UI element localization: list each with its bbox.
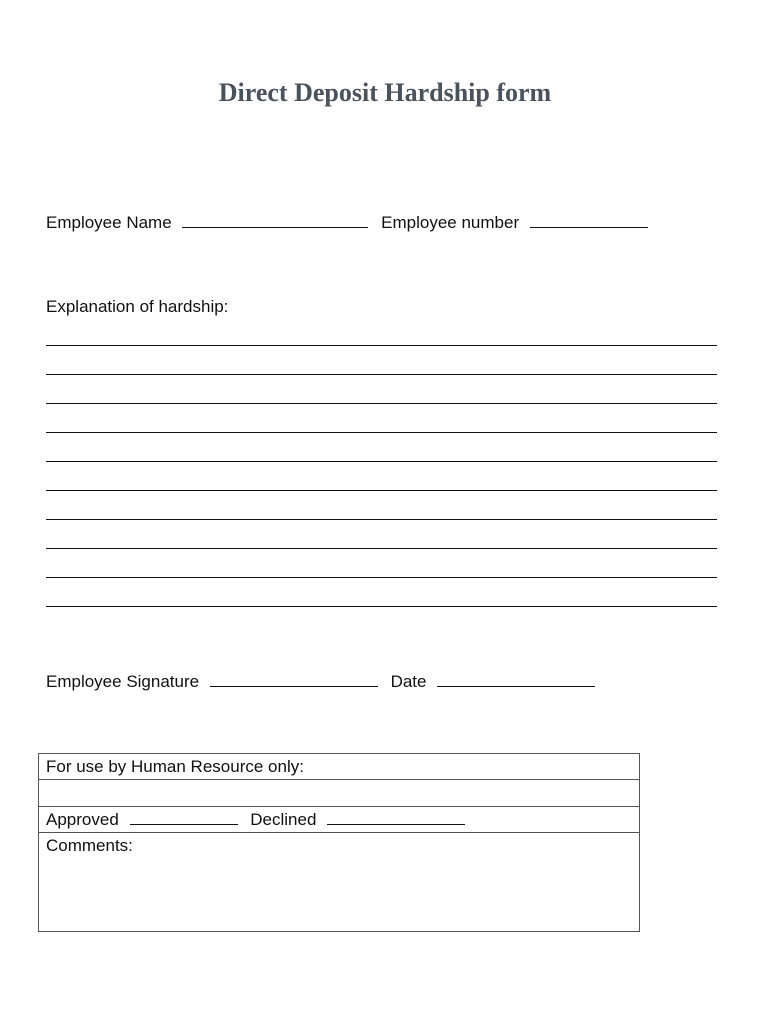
hr-section	[38, 753, 640, 932]
explanation-line[interactable]	[46, 606, 717, 607]
explanation-line[interactable]	[46, 490, 717, 491]
explanation-line[interactable]	[46, 548, 717, 549]
explanation-line[interactable]	[46, 403, 717, 404]
date-field[interactable]	[437, 672, 595, 687]
comments-area[interactable]	[39, 859, 639, 931]
signature-row	[46, 672, 603, 692]
signature-field[interactable]	[210, 672, 378, 687]
comments-label: Comments:	[46, 836, 133, 855]
explanation-line[interactable]	[46, 374, 717, 375]
employee-number-label: Employee number	[381, 213, 520, 232]
employee-name-field[interactable]	[182, 213, 368, 228]
explanation-line[interactable]	[46, 461, 717, 462]
hr-decision	[46, 810, 473, 830]
page-title: Direct Deposit Hardship form	[218, 78, 552, 107]
hr-decision-row	[39, 807, 639, 833]
declined-field[interactable]	[327, 810, 465, 825]
explanation-line[interactable]	[46, 519, 717, 520]
hr-header-row	[39, 754, 639, 780]
employee-info-row	[46, 213, 656, 233]
employee-number-field[interactable]	[530, 213, 648, 228]
signature-label: Employee Signature	[46, 672, 200, 691]
explanation-line[interactable]	[46, 577, 717, 578]
declined-label: Declined	[250, 810, 317, 829]
employee-name-label: Employee Name	[46, 213, 172, 232]
explanation-line[interactable]	[46, 345, 717, 346]
approved-field[interactable]	[130, 810, 238, 825]
explanation-label: Explanation of hardship:	[46, 297, 229, 316]
explanation-line[interactable]	[46, 432, 717, 433]
hr-blank-row	[39, 780, 639, 807]
hr-header: For use by Human Resource only:	[46, 757, 304, 776]
approved-label: Approved	[46, 810, 119, 829]
date-label: Date	[390, 672, 427, 691]
